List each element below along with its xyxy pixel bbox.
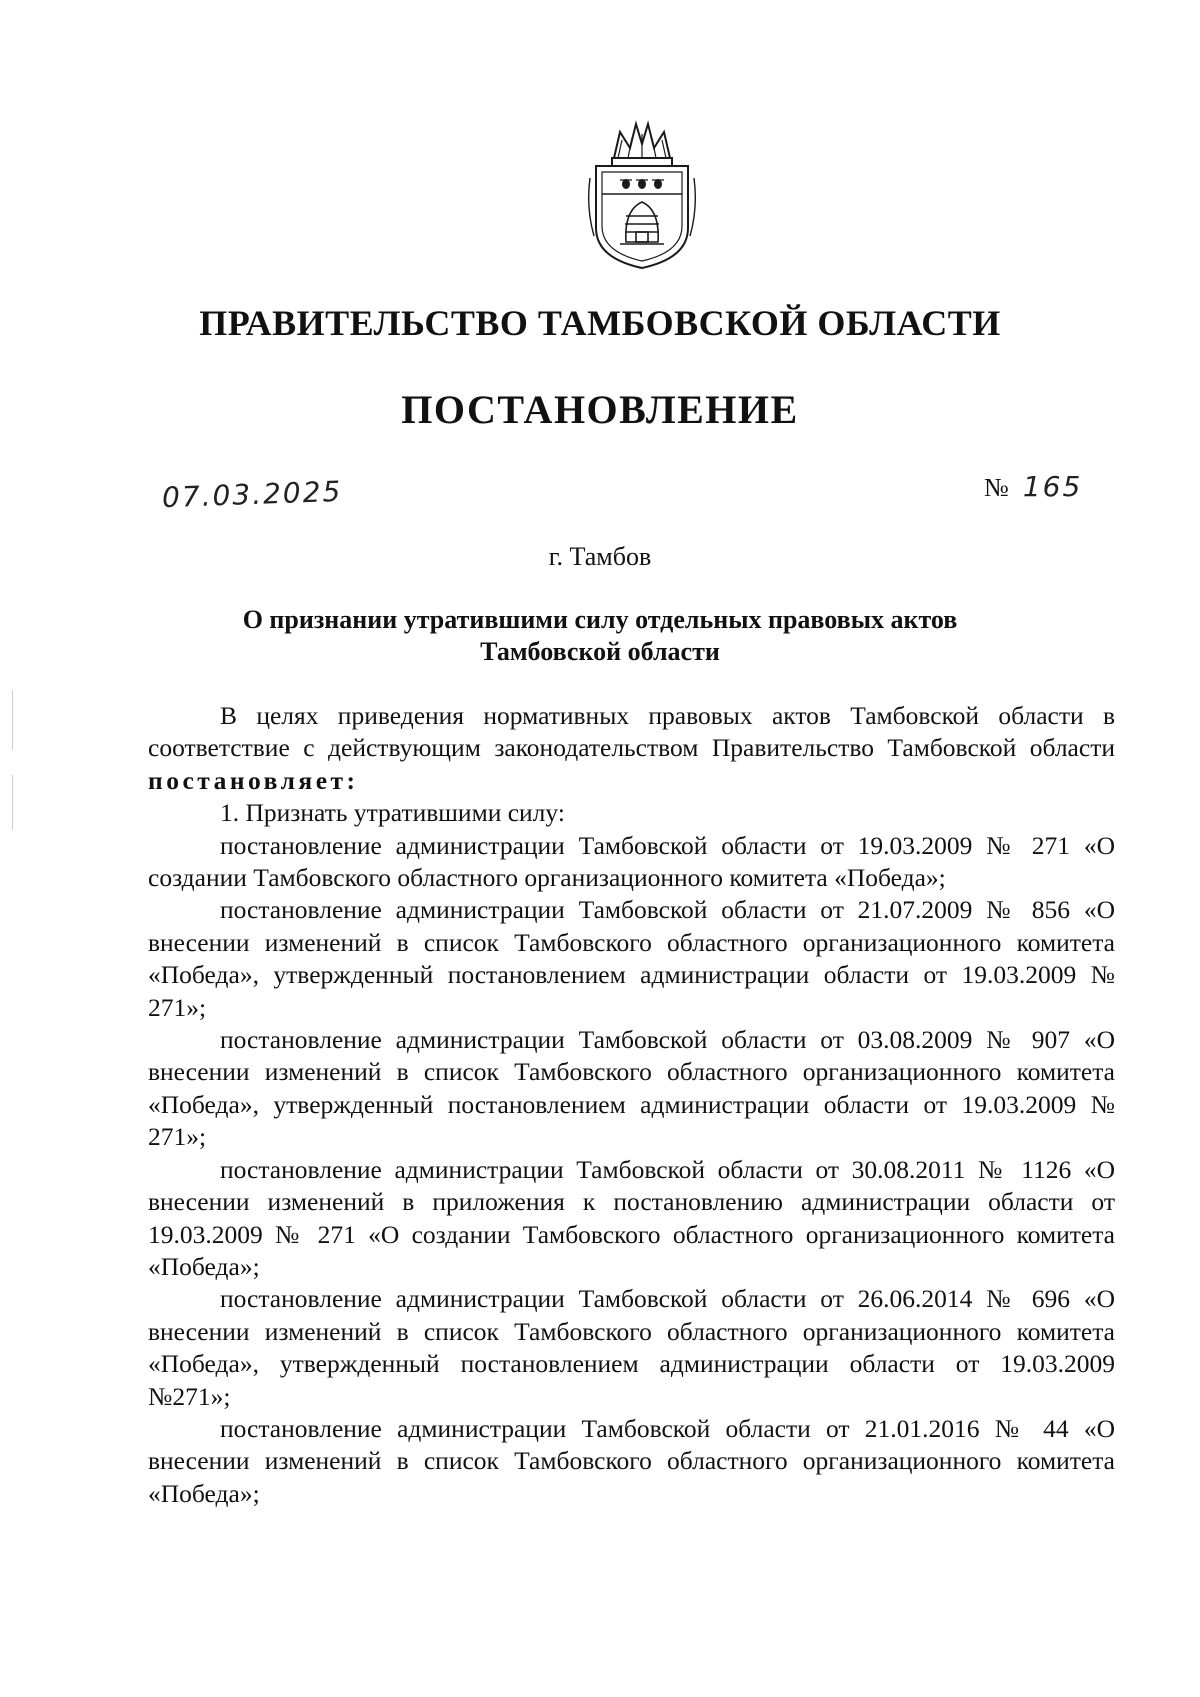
list-item: постановление администрации Тамбовской области от 21.07.2009 № 856 «О внесении изменений в список Тамбовского областного организационного комитета «Победа», утвержденный постановлением администрации области от 19.03.2009 № 271»; [148, 895, 1115, 1022]
scan-artifact-line [12, 775, 13, 830]
tambov-coat-of-arms-icon [584, 118, 700, 270]
list-item: постановление администрации Тамбовской области от 03.08.2009 № 907 «О внесении изменений в список Тамбовского областного организационного комитета «Победа», утвержденный постановлением администрации области от 19.03.2009 № 271»; [148, 1025, 1115, 1152]
organization-title: ПРАВИТЕЛЬСТВО ТАМБОВСКОЙ ОБЛАСТИ [199, 303, 1001, 343]
scan-artifact-line [12, 690, 13, 750]
document-body [148, 700, 1115, 1510]
list-item: постановление администрации Тамбовской области от 26.06.2014 № 696 «О внесении изменений в список Тамбовского областного организационного комитета «Победа», утвержденный постановлением администрации области от 19.03.2009 №271»; [148, 1284, 1115, 1411]
clause-title: 1. Признать утратившими силу: [220, 798, 565, 828]
subject-line: Тамбовской области [480, 637, 720, 666]
number-value: 165 [1022, 470, 1083, 503]
number-sign: № [984, 473, 1009, 502]
subject-line: О признании утратившими силу отдельных правовых актов [242, 605, 958, 634]
preamble-text: В целях приведения нормативных правовых актов Тамбовской области в соответствие с действующим законодательством Правительство Тамбовской области [148, 701, 1115, 763]
preamble-paragraph [148, 700, 1115, 797]
document-number [984, 470, 1082, 503]
list-item: постановление администрации Тамбовской области от 19.03.2009 № 271 «О создании Тамбовского областного организационного комитета «Победа»; [148, 830, 1115, 893]
document-date: 07.03.2025 [161, 474, 343, 515]
document-subject [0, 604, 1200, 668]
list-item: постановление администрации Тамбовской области от 30.08.2011 № 1126 «О внесении изменений в приложения к постановлению администрации области от 19.03.2009 № 271 «О создании Тамбовского областного организационного комитета «Победа»; [148, 1154, 1115, 1281]
document-type-title: ПОСТАНОВЛЕНИЕ [401, 387, 799, 432]
list-item: постановление администрации Тамбовской области от 21.01.2016 № 44 «О внесении изменений в список Тамбовского областного организационного комитета «Победа»; [148, 1413, 1115, 1508]
resolution-keyword: постановляет: [148, 765, 359, 795]
city: г. Тамбов [548, 542, 652, 571]
